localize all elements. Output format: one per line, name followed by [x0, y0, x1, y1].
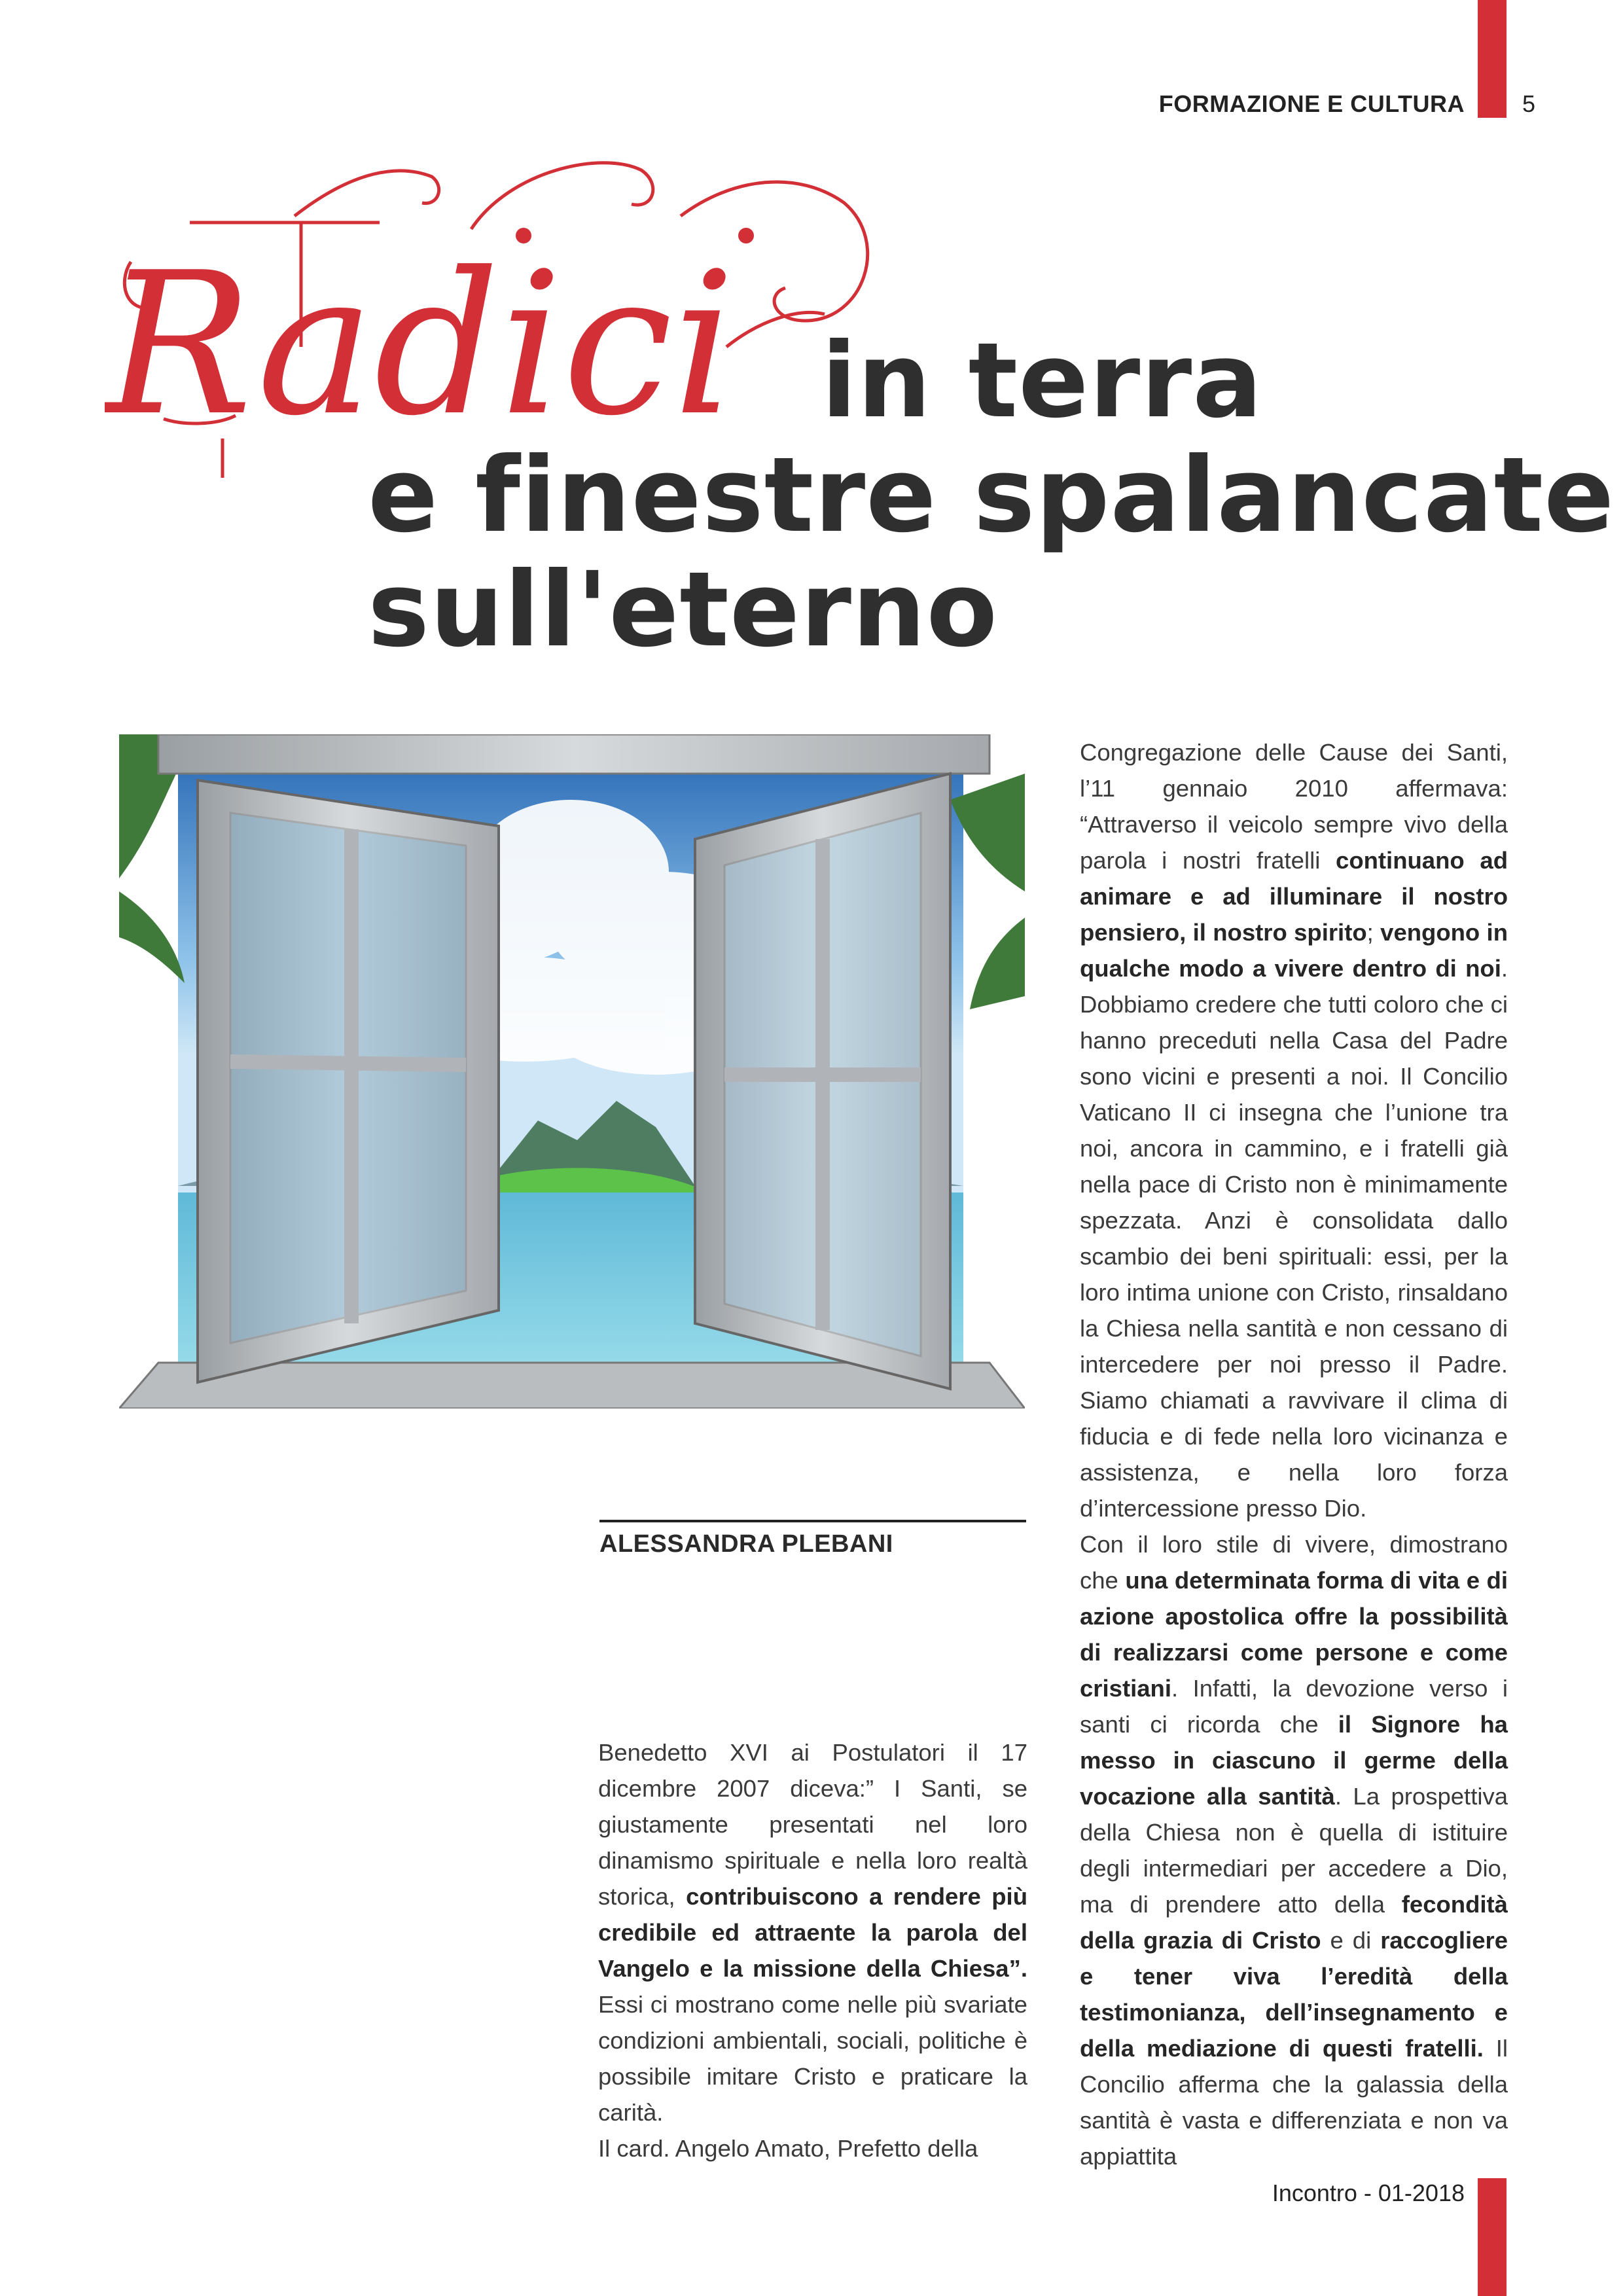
- footer-issue: Incontro - 01-2018: [1272, 2179, 1465, 2206]
- title-line-1: in terra: [821, 321, 1263, 441]
- bottom-accent-bar: [1478, 2178, 1507, 2296]
- title-script-text: Radici: [105, 230, 736, 459]
- title-script-word: [105, 151, 929, 478]
- text-run: Essi ci mostrano come nelle più svariate condizioni ambientali, sociali, politiche è possibile imitare Cristo e praticare la carità.: [598, 1991, 1027, 2126]
- paragraph: [1080, 1526, 1508, 2174]
- title-line-3: sull'eterno: [368, 550, 999, 670]
- text-run: . La prospettiva della Chiesa non è quella di istituire degli intermediari per accedere a Dio, ma di prendere atto della: [1080, 1783, 1508, 1918]
- text-run: Congregazione delle Cause dei Santi, l’11 gennaio 2010 affermava: “Attraverso il veicolo sempre vivo della parola i nostri fratelli: [1080, 739, 1508, 874]
- paragraph: [1080, 734, 1508, 1526]
- text-run: Il Concilio afferma che la galassia della santità è vasta e differenziata e non va appiattita: [1080, 2035, 1508, 2170]
- article-column-right: [1080, 734, 1508, 2174]
- left-window-sash: [198, 780, 499, 1382]
- bold-text-run: una determinata forma di vita e di azione apostolica offre la possibilità di realizzarsi come persone e come cristiani: [1080, 1567, 1508, 1702]
- paragraph: [598, 1734, 1027, 2130]
- page-number: 5: [1522, 90, 1536, 117]
- top-accent-bar: [1478, 0, 1507, 118]
- open-window-illustration: [119, 734, 1025, 1408]
- section-label: FORMAZIONE E CULTURA: [1158, 90, 1465, 117]
- text-run: Con il loro stile di vivere, dimostrano che: [1080, 1531, 1508, 1594]
- text-run: e di: [1321, 1927, 1381, 1954]
- text-run: . Dobbiamo credere che tutti coloro che ci hanno preceduti nella Casa del Padre sono vicini e presenti a noi. Il Concilio Vaticano II ci insegna che l’unione tra noi, ancora in cammino, e i fratelli già nella pace di Cristo non è minimamente spezzata. Anzi è consolidata dallo scambio dei beni spirituali: essi, per la loro intima unione con Cristo, rinsaldano la Chiesa nella santità e non cessano di intercedere per noi presso il Padre. Siamo chiamati a ravvivare il clima di fiducia e di fede nella loro vicinanza e assistenza, e nella loro forza d’intercessione presso Dio.: [1080, 955, 1508, 1522]
- paragraph: Il card. Angelo Amato, Prefetto della: [598, 2135, 978, 2162]
- bold-text-run: il Signore ha messo in ciascuno il germe della vocazione alla santità: [1080, 1711, 1508, 1810]
- bold-text-run: continuano ad animare e ad illuminare il nostro pensiero, il nostro spirito: [1080, 847, 1508, 946]
- byline: ALESSANDRA PLEBANI: [599, 1530, 893, 1558]
- article-column-left: [598, 1734, 1027, 2166]
- bold-text-run: contribuiscono a rendere più credibile ed attraente la parola del Vangelo e la missione della Chiesa”.: [598, 1883, 1027, 1982]
- text-run: ;: [1366, 919, 1381, 946]
- bold-text-run: vengono in qualche modo a vivere dentro di noi: [1080, 919, 1508, 982]
- right-window-sash: [695, 774, 950, 1389]
- byline-rule: [599, 1520, 1026, 1522]
- bold-text-run: raccogliere e tener viva l’eredità della testimonianza, dell’insegnamento e della mediazione di questi fratelli.: [1080, 1927, 1508, 2062]
- title-line-2: e finestre spalancate: [368, 435, 1615, 556]
- dot-ornament: [738, 228, 754, 243]
- text-run: Benedetto XVI ai Postulatori il 17 dicembre 2007 diceva:” I Santi, se giustamente presentati nel loro dinamismo spirituale e nella loro realtà storica,: [598, 1739, 1027, 1910]
- text-run: . Infatti, la devozione verso i santi ci ricorda che: [1080, 1675, 1508, 1738]
- bold-text-run: fecondità della grazia di Cristo: [1080, 1891, 1508, 1954]
